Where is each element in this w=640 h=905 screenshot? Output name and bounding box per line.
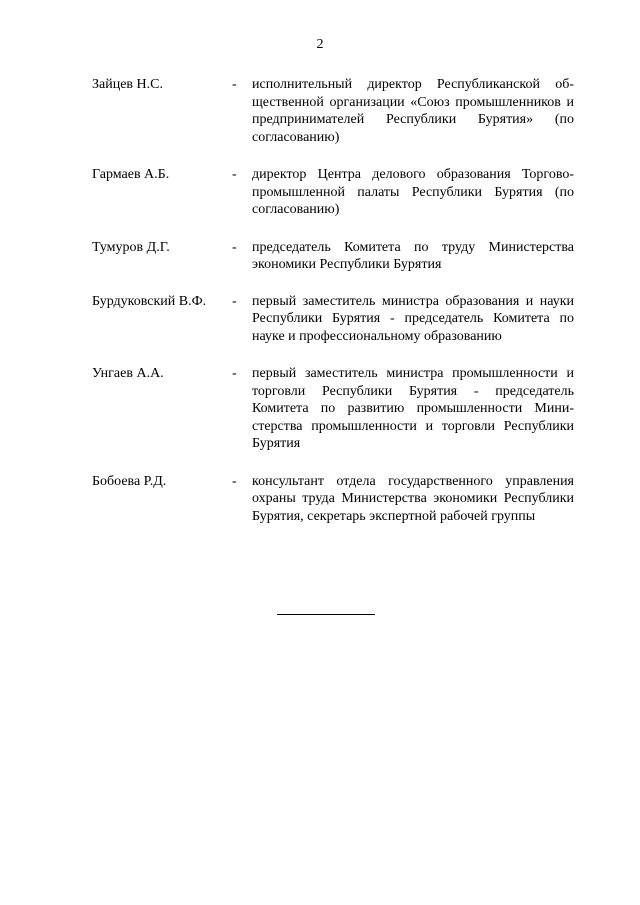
member-name: Бурдуковский В.Ф.	[92, 293, 207, 309]
member-name: Гармаев А.Б.	[92, 167, 170, 182]
member-separator: -	[232, 239, 237, 255]
member-separator: -	[232, 473, 237, 489]
member-role: консультант отдела государственного управления охраны труда Министерства экономики Республики Бурятия, секретарь экспертной рабочей группы	[252, 473, 574, 524]
member-name: Тумуров Д.Г.	[92, 239, 170, 255]
member-role: первый заместитель министра промышленности и торговли Республики Бурятия - председатель Комитета по развитию промышленности Министерства промышленности и торговли Республики Бурятия	[252, 366, 574, 451]
member-name: Унгаев А.А.	[92, 366, 164, 381]
page-number: 2	[316, 37, 324, 52]
member-role: исполнительный директор Республиканской общественной организации «Союз промышленников и предпринимателей Республики Бурятия» (по согласованию)	[252, 77, 574, 145]
member-role: первый заместитель министра образования и науки Республики Бурятия - председатель Комитета по науке и профессиональному образованию	[252, 293, 574, 344]
member-separator: -	[232, 366, 237, 381]
member-role: директор Центра делового образования Торгово-промышленной палаты Республики Бурятия (по согласованию)	[252, 167, 574, 217]
member-separator: -	[232, 293, 237, 309]
member-row	[92, 239, 574, 274]
member-name: Зайцев Н.С.	[92, 77, 163, 92]
member-row	[92, 293, 574, 346]
member-name: Бобоева Р.Д.	[92, 473, 167, 489]
member-list	[92, 76, 574, 545]
member-row	[92, 365, 574, 453]
member-row	[92, 166, 574, 219]
member-separator: -	[232, 167, 237, 182]
member-separator: -	[232, 77, 237, 92]
member-row	[92, 473, 574, 526]
member-row	[92, 76, 574, 146]
closing-divider	[277, 614, 375, 615]
member-role: председатель Комитета по труду Министерства экономики Республики Бурятия	[252, 239, 574, 272]
